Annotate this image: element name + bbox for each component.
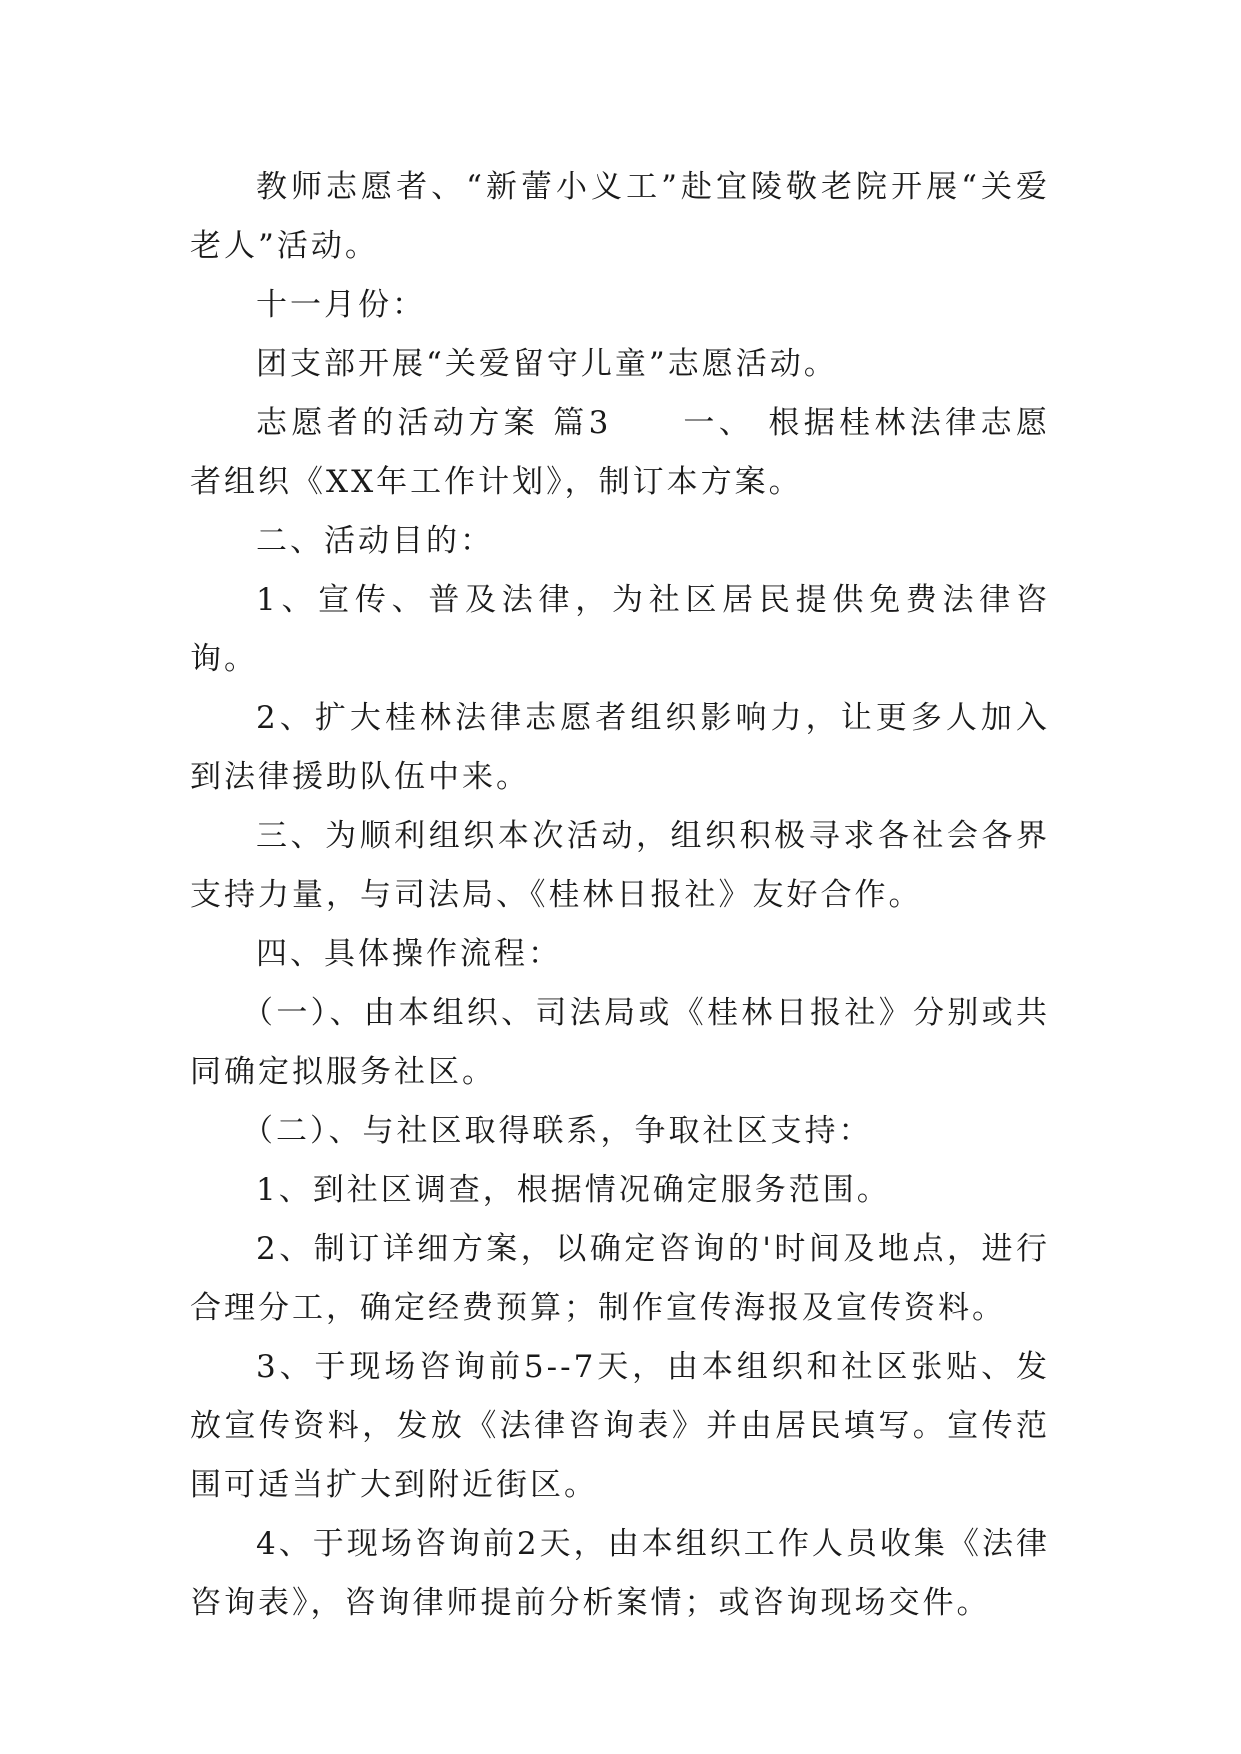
document-body (190, 158, 1050, 1633)
paragraph-november: 十一月份： (256, 287, 426, 323)
list-item-purpose-2: 2、扩大桂林法律志愿者组织影响力，让更多人加入到法律援助队伍中来。 (190, 700, 1050, 795)
heading-activity-purpose: 二、活动目的： (256, 523, 494, 559)
list-item-procedure-1: （一）、由本组织、司法局或《桂林日报社》分别或共同确定拟服务社区。 (190, 995, 1050, 1090)
paragraph-elderly-activity: 教师志愿者、“新蕾小义工”赴宜陵敬老院开展“关爱老人”活动。 (190, 169, 1050, 264)
paragraph-support: 三、为顺利组织本次活动，组织积极寻求各社会各界支持力量，与司法局、《桂林日报社》友好合作。 (190, 818, 1050, 913)
list-item-purpose-1: 1、宣传、普及法律，为社区居民提供免费法律咨询。 (190, 582, 1050, 677)
list-item-step-4: 4、于现场咨询前2天，由本组织工作人员收集《法律咨询表》，咨询律师提前分析案情；或咨询现场交件。 (190, 1526, 1050, 1621)
paragraph-left-behind-children: 团支部开展“关爱留守儿童”志愿活动。 (256, 346, 838, 382)
list-item-step-1: 1、到社区调查，根据情况确定服务范围。 (256, 1172, 891, 1208)
heading-procedure: 四、具体操作流程： (256, 936, 562, 972)
paragraph-plan-3-intro: 志愿者的活动方案 篇3 一、 根据桂林法律志愿者组织《XX年工作计划》，制订本方案。 (190, 405, 1050, 500)
list-item-procedure-2: （二）、与社区取得联系，争取社区支持： (242, 1113, 873, 1149)
list-item-step-2: 2、制订详细方案，以确定咨询的'时间及地点，进行合理分工，确定经费预算；制作宣传海报及宣传资料。 (190, 1231, 1050, 1326)
list-item-step-3: 3、于现场咨询前5--7天，由本组织和社区张贴、发放宣传资料，发放《法律咨询表》并由居民填写。宣传范围可适当扩大到附近街区。 (190, 1349, 1050, 1503)
